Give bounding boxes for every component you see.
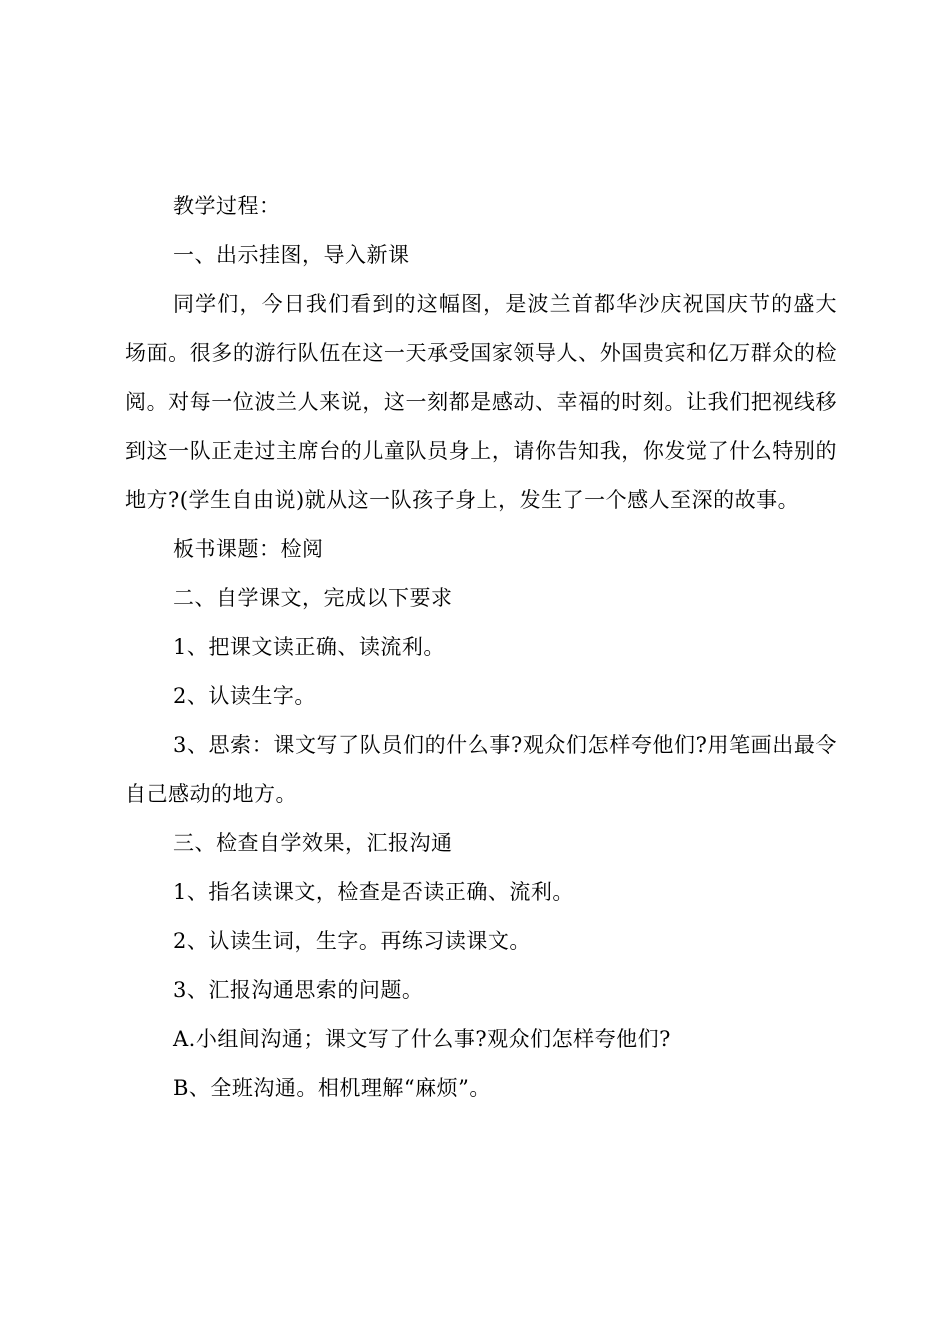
list-item: 3、汇报沟通思索的问题。 [173, 978, 424, 1002]
document-body [125, 182, 837, 1113]
list-item: 1、指名读课文，检查是否读正确、流利。 [173, 880, 574, 904]
list-item: 1、把课文读正确、读流利。 [173, 635, 445, 659]
list-item: B、全班沟通。相机理解“麻烦”。 [173, 1076, 491, 1100]
heading-teaching-process: 教学过程： [173, 194, 281, 218]
section-heading-2: 二、自学课文，完成以下要求 [173, 586, 453, 610]
list-item: A.小组间沟通；课文写了什么事?观众们怎样夸他们? [173, 1027, 671, 1051]
intro-paragraph: 同学们，今日我们看到的这幅图，是波兰首都华沙庆祝国庆节的盛大场面。很多的游行队伍在这一天承受国家领导人、外国贵宾和亿万群众的检阅。对每一位波兰人来说，这一刻都是感动、幸福的时刻。让我们把视线移到这一队正走过主席台的儿童队员身上，请你告知我，你发觉了什么特别的地方?(学生自由说)就从这一队孩子身上，发生了一个感人至深的故事。 [125, 292, 837, 512]
section-heading-3: 三、检查自学效果，汇报沟通 [173, 831, 453, 855]
board-title: 板书课题：检阅 [173, 537, 324, 561]
section-heading-1: 一、出示挂图，导入新课 [173, 243, 410, 267]
list-item: 2、认读生词，生字。再练习读课文。 [173, 929, 531, 953]
list-item: 3、思索：课文写了队员们的什么事?观众们怎样夸他们?用笔画出最令自己感动的地方。 [125, 733, 837, 806]
list-item: 2、认读生字。 [173, 684, 316, 708]
